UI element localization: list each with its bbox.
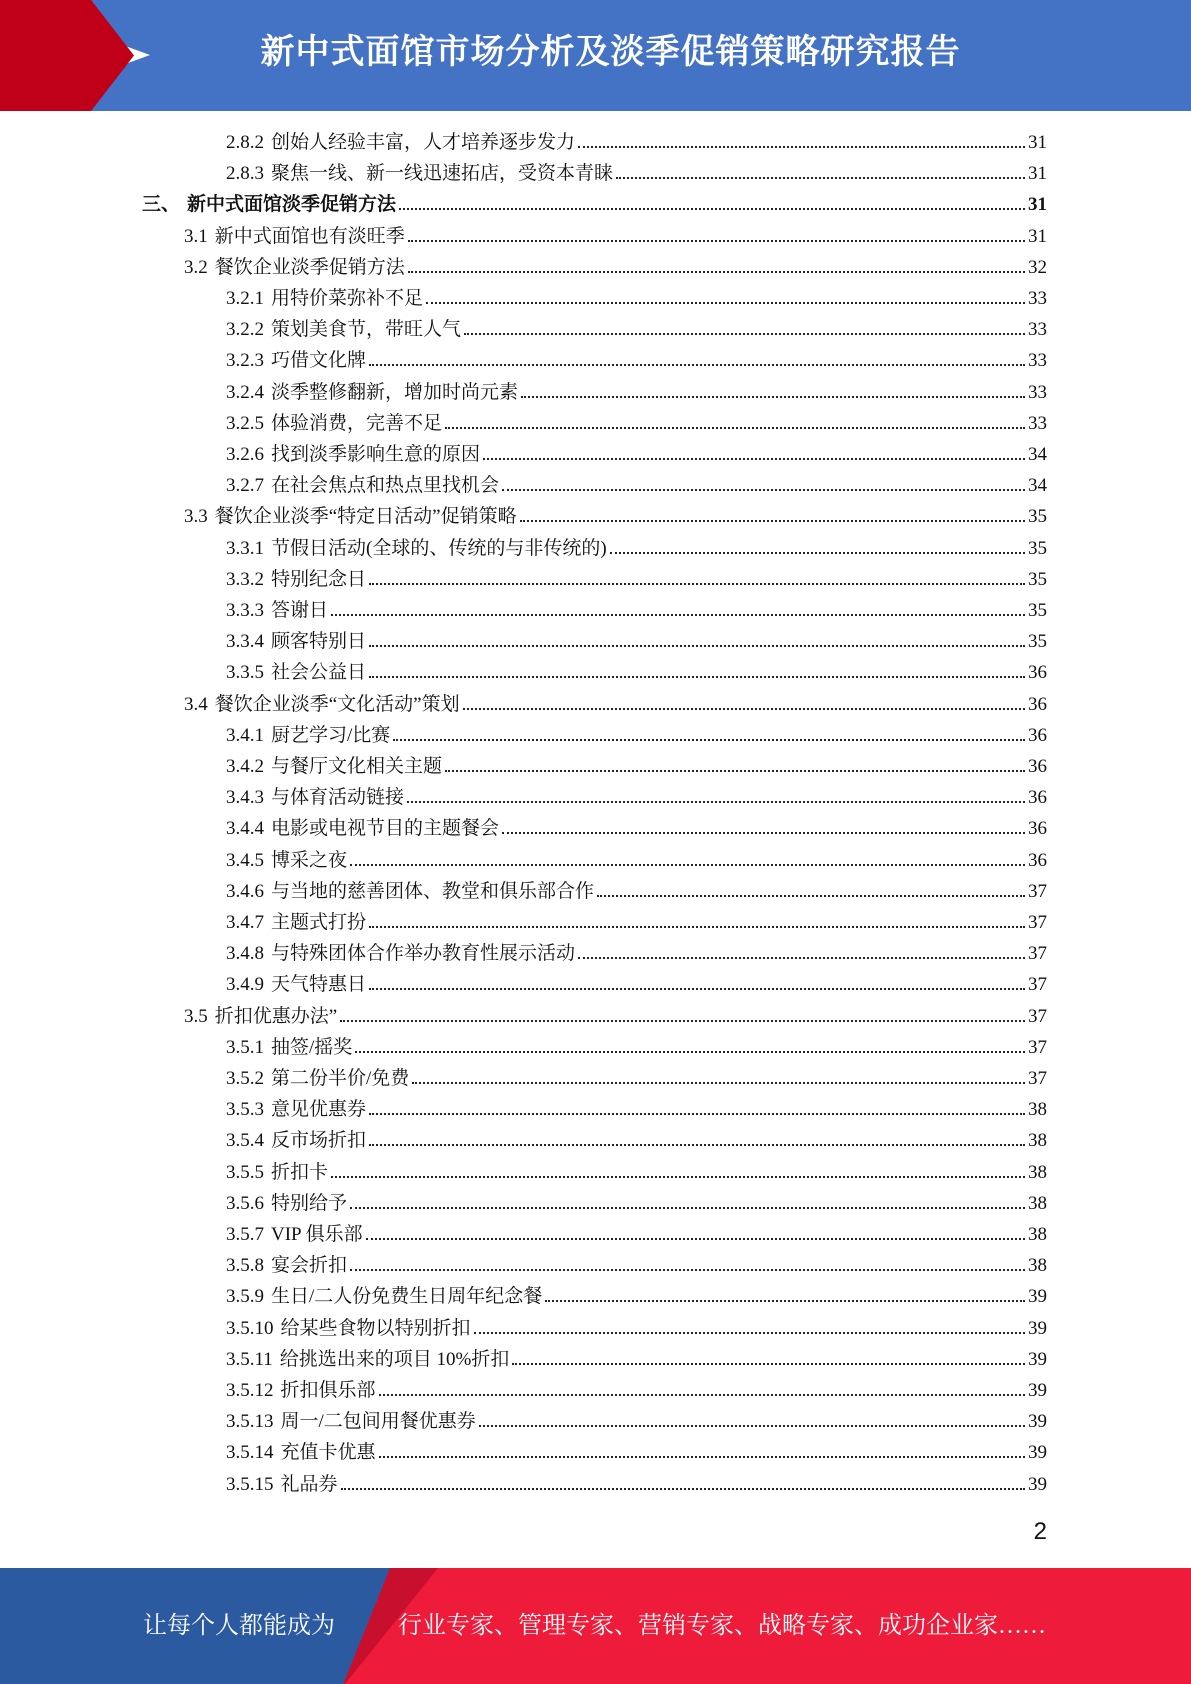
toc-entry[interactable]: [226, 1125, 1047, 1156]
toc-entry-number: 3.5.9: [226, 1286, 264, 1308]
toc-entry-number: 三、: [142, 194, 181, 216]
toc-entry-page: 37: [1028, 1005, 1047, 1027]
toc-entry-number: 3.4.2: [226, 756, 264, 777]
toc-dot-leader: [379, 1393, 1025, 1396]
toc-entry-title: 餐饮企业淡季促销方法: [214, 256, 405, 278]
toc-entry[interactable]: [226, 1437, 1047, 1468]
page-footer: [0, 1568, 1191, 1684]
toc-entry-page: 37: [1028, 1036, 1047, 1058]
toc-entry-number: 3.5.1: [226, 1036, 264, 1058]
toc-dot-leader: [369, 1112, 1025, 1115]
toc-entry-number: 3.4.6: [226, 880, 264, 902]
toc-entry-title: 新中式面馆也有淡旺季: [214, 225, 405, 247]
toc-entry-title: 创始人经验丰富，人才培养逐步发力: [271, 132, 576, 153]
toc-entry-page: 36: [1028, 787, 1047, 809]
page-header: [0, 0, 1191, 111]
toc-entry[interactable]: [226, 1094, 1047, 1125]
toc-entry[interactable]: [184, 689, 1047, 720]
toc-entry[interactable]: [226, 876, 1047, 907]
toc-entry-page: 31: [1028, 225, 1047, 247]
toc-entry-number: 3.2.3: [226, 350, 264, 372]
toc-entry-title: 第二份半价/免费: [271, 1068, 410, 1089]
toc-entry-number: 3.3.4: [226, 631, 264, 653]
toc-entry-page: 36: [1028, 818, 1047, 840]
toc-entry-page: 36: [1028, 756, 1047, 777]
toc-entry[interactable]: [226, 377, 1047, 408]
toc-entry[interactable]: [226, 938, 1047, 969]
toc-dot-leader: [483, 457, 1025, 460]
toc-entry-title: 周一/二包间用餐优惠券: [280, 1411, 476, 1433]
toc-entry-number: 3.2.4: [226, 381, 264, 403]
toc-entry-title: 策划美食节，带旺人气: [271, 319, 462, 341]
toc-dot-leader: [502, 831, 1025, 834]
toc-entry[interactable]: [142, 189, 1047, 220]
toc-entry[interactable]: [226, 969, 1047, 1000]
toc-entry-page: 36: [1028, 724, 1047, 746]
toc-entry-title: 宴会折扣: [271, 1255, 348, 1277]
toc-dot-leader: [578, 145, 1025, 148]
toc-entry-title: 用特价菜弥补不足: [271, 288, 424, 309]
toc-entry-number: 2.8.3: [226, 163, 264, 185]
report-title: 新中式面馆市场分析及淡季促销策略研究报告: [260, 32, 961, 72]
toc-dot-leader: [369, 363, 1025, 366]
toc-entry[interactable]: [226, 720, 1047, 751]
toc-entry[interactable]: [226, 1281, 1047, 1312]
toc-entry-page: 38: [1028, 1255, 1047, 1277]
toc-entry-page: 35: [1028, 506, 1047, 528]
toc-entry-page: 39: [1028, 1348, 1047, 1370]
toc-entry-number: 3.4.9: [226, 974, 264, 996]
toc-entry-title: 在社会焦点和热点里找机会: [271, 475, 500, 497]
toc-entry[interactable]: [226, 1157, 1047, 1188]
toc-entry-number: 3.5.4: [226, 1130, 264, 1152]
toc-dot-leader: [350, 1268, 1025, 1271]
toc-dot-leader: [408, 270, 1025, 273]
toc-dot-leader: [520, 519, 1025, 522]
toc-dot-leader: [331, 613, 1025, 616]
toc-entry-number: 3.5: [184, 1005, 208, 1027]
toc-dot-leader: [445, 426, 1025, 429]
toc-entry[interactable]: [226, 595, 1047, 626]
toc-entry-page: 35: [1028, 568, 1047, 590]
toc-dot-leader: [512, 1362, 1025, 1365]
toc-entry-number: 3.4.5: [226, 849, 264, 871]
toc-entry-title: 天气特惠日: [271, 974, 367, 996]
toc-entry-number: 3.5.2: [226, 1068, 264, 1089]
toc-dot-leader: [355, 1050, 1025, 1053]
toc-entry-page: 39: [1028, 1286, 1047, 1308]
toc-entry[interactable]: [226, 158, 1047, 189]
toc-entry-page: 39: [1028, 1380, 1047, 1401]
toc-entry-title: 礼品券: [280, 1473, 338, 1495]
toc-entry-page: 38: [1028, 1130, 1047, 1152]
toc-entry-number: 2.8.2: [226, 132, 264, 153]
toc-entry-title: 主题式打扮: [271, 912, 367, 933]
toc-entry-title: 折扣优惠办法”: [214, 1005, 338, 1027]
toc-entry[interactable]: [226, 1188, 1047, 1219]
toc-dot-leader: [412, 1081, 1025, 1084]
toc-entry[interactable]: [226, 1313, 1047, 1344]
page-number: 2: [1033, 1518, 1047, 1545]
toc-entry-title: 与体育活动链接: [271, 787, 405, 809]
toc-entry-page: 39: [1028, 1411, 1047, 1433]
toc-entry-number: 3.5.10: [226, 1317, 274, 1339]
toc-dot-leader: [597, 894, 1025, 897]
toc-entry[interactable]: [226, 1406, 1047, 1437]
toc-entry[interactable]: [226, 1469, 1047, 1500]
toc-entry-title: 充值卡优惠: [280, 1442, 376, 1464]
toc-entry-page: 37: [1028, 880, 1047, 902]
toc-dot-leader: [463, 707, 1025, 710]
toc-dot-leader: [578, 956, 1025, 959]
toc-entry-title: 特别纪念日: [271, 568, 367, 590]
toc-entry-title: 给挑选出来的项目 10%折扣: [279, 1348, 510, 1370]
toc-entry[interactable]: [226, 1032, 1047, 1063]
toc-dot-leader: [350, 863, 1025, 866]
toc-entry-page: 36: [1028, 849, 1047, 871]
toc-entry-page: 39: [1028, 1317, 1047, 1339]
toc-dot-leader: [341, 1487, 1025, 1490]
toc-entry-page: 37: [1028, 912, 1047, 933]
toc-entry[interactable]: [184, 252, 1047, 283]
toc-entry[interactable]: [226, 782, 1047, 813]
toc-entry-title: 餐饮企业淡季“特定日活动”促销策略: [214, 506, 517, 528]
toc-entry[interactable]: [226, 314, 1047, 345]
toc-entry[interactable]: [226, 1219, 1047, 1250]
toc-entry-number: 3.3.5: [226, 662, 264, 684]
toc-entry-number: 3.3.1: [226, 537, 264, 559]
toc-entry[interactable]: [184, 221, 1047, 252]
toc-entry-page: 39: [1028, 1442, 1047, 1464]
toc-entry[interactable]: [226, 127, 1047, 158]
toc-entry-title: 电影或电视节目的主题餐会: [271, 818, 500, 840]
toc-entry-page: 36: [1028, 662, 1047, 684]
toc-entry[interactable]: [226, 1250, 1047, 1281]
toc-entry-page: 31: [1028, 132, 1047, 153]
toc-entry-title: 抽签/摇奖: [271, 1036, 353, 1058]
toc-entry-page: 39: [1028, 1473, 1047, 1495]
toc-entry-number: 3.2.6: [226, 444, 264, 465]
toc-dot-leader: [399, 207, 1025, 210]
toc-entry[interactable]: [184, 1001, 1047, 1032]
toc-entry-page: 37: [1028, 943, 1047, 965]
toc-dot-leader: [521, 395, 1025, 398]
toc-entry-number: 3.4.1: [226, 724, 264, 746]
toc-entry-number: 3.2.2: [226, 319, 264, 341]
toc-entry-title: 意见优惠券: [271, 1099, 367, 1121]
toc-entry-number: 3.4.8: [226, 943, 264, 965]
toc-entry-title: 聚焦一线、新一线迅速拓店，受资本青睐: [271, 163, 614, 185]
toc-entry-page: 35: [1028, 631, 1047, 653]
toc-entry-title: 生日/二人份免费生日周年纪念餐: [271, 1286, 543, 1308]
toc-entry-number: 3.4.3: [226, 787, 264, 809]
toc-entry-title: 答谢日: [271, 600, 329, 621]
toc-dot-leader: [545, 1299, 1025, 1302]
toc-entry-page: 34: [1028, 444, 1047, 465]
toc-dot-leader: [426, 301, 1025, 304]
footer-slogan-right: 行业专家、管理专家、营销专家、战略专家、成功企业家……: [398, 1613, 1046, 1639]
toc-entry[interactable]: [226, 345, 1047, 376]
toc-dot-leader: [379, 1455, 1025, 1458]
toc-entry[interactable]: [226, 533, 1047, 564]
toc-entry-page: 33: [1028, 350, 1047, 372]
toc-entry-number: 3.4.4: [226, 818, 264, 840]
toc-entry-title: 巧借文化牌: [271, 350, 367, 372]
toc-entry[interactable]: [226, 283, 1047, 314]
toc-entry[interactable]: [226, 845, 1047, 876]
toc-entry-number: 3.5.6: [226, 1192, 264, 1214]
toc-entry-page: 37: [1028, 1068, 1047, 1089]
toc-dot-leader: [408, 239, 1025, 242]
toc-dot-leader: [331, 1175, 1025, 1178]
toc-dot-leader: [474, 1331, 1025, 1334]
toc-entry[interactable]: [226, 1344, 1047, 1375]
toc-entry-number: 3.3.3: [226, 600, 264, 621]
toc-entry[interactable]: [226, 439, 1047, 470]
toc-entry-title: 与特殊团体合作举办教育性展示活动: [271, 943, 576, 965]
toc-entry[interactable]: [226, 470, 1047, 501]
toc-entry[interactable]: [226, 626, 1047, 657]
toc-entry-page: 33: [1028, 412, 1047, 434]
toc-entry-number: 3.3.2: [226, 568, 264, 590]
toc-dot-leader: [445, 769, 1025, 772]
toc-entry[interactable]: [226, 408, 1047, 439]
toc-entry-number: 3.5.12: [226, 1380, 274, 1401]
toc-entry-title: 博采之夜: [271, 849, 348, 871]
toc-entry-number: 3.3: [184, 506, 208, 528]
toc-entry-number: 3.5.8: [226, 1255, 264, 1277]
toc-dot-leader: [369, 925, 1025, 928]
toc-entry-title: 给某些食物以特别折扣: [280, 1317, 471, 1339]
toc-entry-title: 体验消费，完善不足: [271, 412, 443, 434]
toc-dot-leader: [369, 675, 1025, 678]
toc-entry-title: 社会公益日: [271, 662, 367, 684]
toc-entry-page: 31: [1028, 163, 1047, 185]
toc-entry-page: 37: [1028, 974, 1047, 996]
toc-entry-number: 3.5.3: [226, 1099, 264, 1121]
toc-entry-number: 3.5.13: [226, 1411, 274, 1433]
toc-entry-page: 31: [1028, 194, 1047, 216]
toc-entry-title: 新中式面馆淡季促销方法: [187, 194, 397, 216]
toc-entry-number: 3.2.7: [226, 475, 264, 497]
toc-entry-page: 33: [1028, 288, 1047, 309]
toc-entry[interactable]: [226, 657, 1047, 688]
toc-entry-title: 淡季整修翻新，增加时尚元素: [271, 381, 519, 403]
toc-dot-leader: [479, 1424, 1025, 1427]
toc-entry[interactable]: [226, 1375, 1047, 1406]
toc-entry-title: 特别给予: [271, 1192, 348, 1214]
toc-entry-number: 3.5.15: [226, 1473, 274, 1495]
toc-entry-title: 厨艺学习/比赛: [271, 724, 391, 746]
toc-entry-number: 3.1: [184, 225, 208, 247]
toc-entry[interactable]: [226, 907, 1047, 938]
toc-entry-title: 折扣卡: [271, 1161, 329, 1183]
toc-dot-leader: [407, 800, 1025, 803]
toc-entry-page: 33: [1028, 319, 1047, 341]
toc-entry-number: 3.4: [184, 693, 208, 715]
toc-entry-number: 3.5.5: [226, 1161, 264, 1183]
toc-entry-number: 3.5.11: [226, 1348, 273, 1370]
toc-dot-leader: [464, 332, 1025, 335]
toc-entry-number: 3.5.7: [226, 1224, 264, 1245]
toc-dot-leader: [369, 582, 1025, 585]
toc-entry-number: 3.4.7: [226, 912, 264, 933]
toc-dot-leader: [369, 987, 1025, 990]
toc-dot-leader: [366, 1237, 1025, 1240]
toc-entry-page: 36: [1028, 693, 1047, 715]
toc-dot-leader: [369, 1143, 1025, 1146]
toc-entry-page: 35: [1028, 537, 1047, 559]
toc-entry-title: 反市场折扣: [271, 1130, 367, 1152]
toc-dot-leader: [393, 738, 1025, 741]
toc-entry-title: VIP 俱乐部: [271, 1224, 363, 1245]
toc-entry[interactable]: [226, 751, 1047, 782]
toc-dot-leader: [350, 1206, 1025, 1209]
toc-entry-title: 与当地的慈善团体、教堂和俱乐部合作: [271, 880, 595, 902]
toc-entry-title: 餐饮企业淡季“文化活动”策划: [214, 693, 460, 715]
toc-entry-number: 3.5.14: [226, 1442, 274, 1464]
toc-entry-page: 38: [1028, 1192, 1047, 1214]
toc-dot-leader: [340, 1019, 1025, 1022]
toc-dot-leader: [502, 488, 1025, 491]
toc-entry-number: 3.2: [184, 256, 208, 278]
toc-entry[interactable]: [226, 813, 1047, 844]
toc-entry-title: 节假日活动(全球的、传统的与非传统的): [271, 537, 607, 559]
toc-entry-page: 35: [1028, 600, 1047, 621]
toc-entry-page: 38: [1028, 1099, 1047, 1121]
toc-entry-title: 折扣俱乐部: [280, 1380, 376, 1401]
toc-entry-page: 38: [1028, 1224, 1047, 1245]
footer-slogan-left: 让每个人都能成为: [143, 1613, 335, 1639]
toc-entry-page: 34: [1028, 475, 1047, 497]
toc-entry-page: 38: [1028, 1161, 1047, 1183]
toc-entry[interactable]: [226, 564, 1047, 595]
toc-entry[interactable]: [226, 1063, 1047, 1094]
toc-dot-leader: [610, 551, 1025, 554]
toc-entry-title: 与餐厅文化相关主题: [271, 756, 443, 777]
toc-dot-leader: [369, 644, 1025, 647]
toc-entry-number: 3.2.5: [226, 412, 264, 434]
toc-entry[interactable]: [184, 501, 1047, 532]
toc-entry-page: 33: [1028, 381, 1047, 403]
toc-entry-title: 顾客特别日: [271, 631, 367, 653]
toc-dot-leader: [616, 176, 1025, 179]
toc-entry-page: 32: [1028, 256, 1047, 278]
toc-entry-title: 找到淡季影响生意的原因: [271, 444, 481, 465]
toc-entry-number: 3.2.1: [226, 288, 264, 309]
